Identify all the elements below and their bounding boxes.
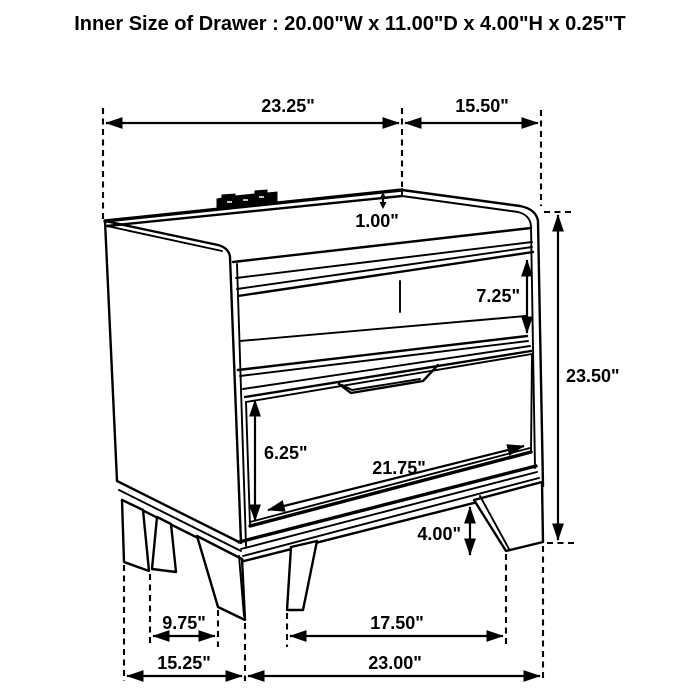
dimension-label: 21.75" [372, 458, 426, 478]
shelf-floor-back-edge [240, 316, 526, 341]
dim-shelf-opening-height [476, 260, 527, 333]
top-panel [105, 190, 543, 546]
frame-line-2 [236, 242, 532, 278]
dimension-label: 15.50" [455, 96, 509, 116]
dimension-label: 15.25" [157, 653, 211, 673]
dimension-label: 23.25" [261, 96, 315, 116]
drawer-right-edge [531, 354, 532, 452]
frame-line-3 [237, 247, 532, 289]
drawer-top-edge-inner [246, 354, 532, 402]
frame-line-1 [233, 228, 531, 262]
dim-leg-gap-front [287, 554, 506, 647]
usb-charger-strip [217, 190, 277, 210]
top-right-edge-inner [402, 196, 535, 468]
top-left-edge-outer [105, 221, 241, 543]
nightstand-drawing [105, 190, 543, 620]
dimension-label: 23.50" [566, 366, 620, 386]
leg-front-left-front-face [287, 541, 317, 610]
page-title: Inner Size of Drawer : 20.00"W x 11.00"D x 4.00"H x 0.25"T [74, 13, 626, 35]
left-panel-edge [105, 221, 117, 481]
dimension-label: 7.25" [476, 286, 520, 306]
dimension-label: 9.75" [162, 613, 206, 633]
dimension-label: 17.50" [370, 613, 424, 633]
dimension-label: 4.00" [417, 524, 461, 544]
dim-leg-gap-side [150, 574, 218, 647]
dimension-label: 1.00" [355, 211, 399, 231]
dimension-label: 6.25" [264, 443, 308, 463]
dimension-label: 23.00" [368, 653, 422, 673]
top-left-edge-inner [107, 226, 222, 251]
dim-overall-height [544, 212, 620, 543]
dim-top-depth [402, 96, 541, 206]
drawer-left-edge [246, 402, 250, 526]
